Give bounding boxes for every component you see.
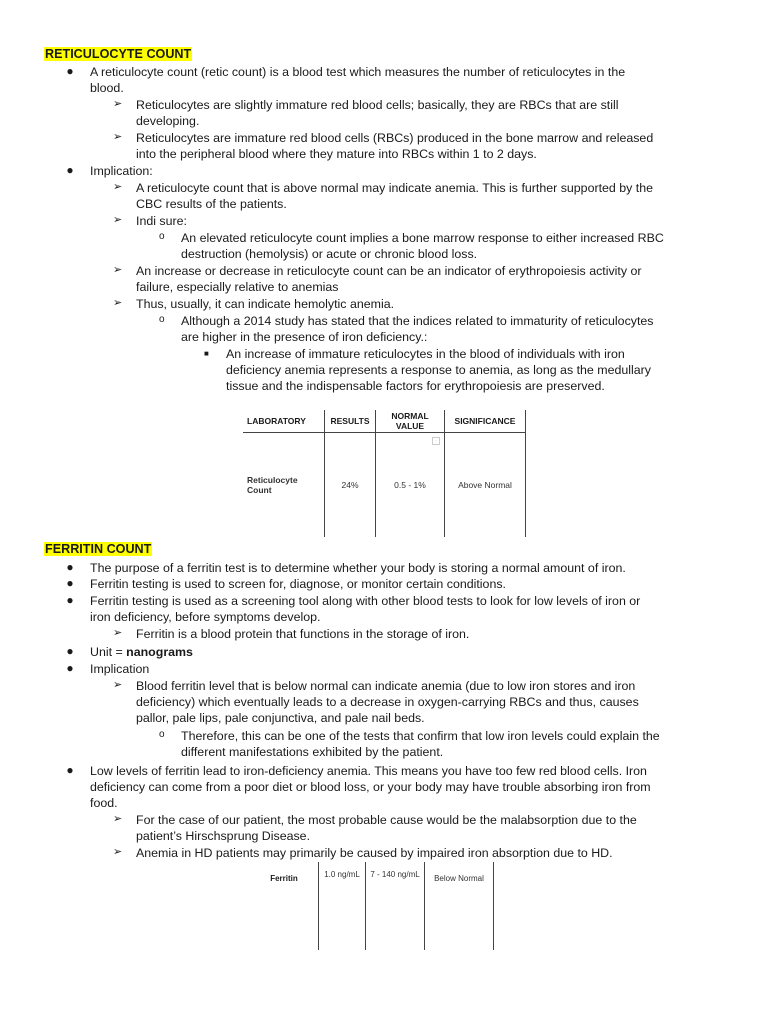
paragraph-line: deficiency can come from a poor diet or blood loss, or your body may have trouble absorbing iron from xyxy=(90,780,651,794)
column-header-normal-value: NORMAL VALUE xyxy=(376,410,445,433)
paragraph-line: Implication: xyxy=(90,164,153,178)
column-header-significance: SIGNIFICANCE xyxy=(445,410,526,433)
paragraph-line: Ferritin testing is used as a screening tool along with other blood tests to look for low levels of iron or xyxy=(90,594,641,608)
circle-bullet: o xyxy=(159,729,165,740)
reticulocyte-lab-table xyxy=(243,410,526,537)
table-resize-handle-icon: · xyxy=(432,437,440,445)
paragraph-line: A reticulocyte count that is above normal may indicate anemia. This is further supported by the xyxy=(136,181,654,195)
paragraph-line: Ferritin is a blood protein that functions in the storage of iron. xyxy=(136,627,470,641)
cell-significance: Below Normal xyxy=(425,862,494,950)
paragraph-line: An increase of immature reticulocytes in the blood of individuals with iron xyxy=(226,347,625,361)
paragraph-line: developing. xyxy=(136,114,200,128)
paragraph-line: deficiency anemia represents a response to anemia, as long as the medullary xyxy=(226,363,651,377)
paragraph-line: deficiency) which eventually leads to a decrease in oxygen-carrying RBCs and thus, causes xyxy=(136,695,639,709)
paragraph-line: Anemia in HD patients may primarily be caused by impaired iron absorption due to HD. xyxy=(136,846,613,860)
arrow-bullet: ➢ xyxy=(113,679,123,691)
paragraph-line: Implication xyxy=(90,662,150,676)
disc-bullet: ● xyxy=(66,560,74,574)
disc-bullet: ● xyxy=(66,763,74,777)
paragraph-line: Reticulocytes are immature red blood cells (RBCs) produced in the bone marrow and released xyxy=(136,131,654,145)
cell-result: 1.0 ng/mL xyxy=(319,862,366,950)
table-row xyxy=(243,433,526,538)
arrow-bullet: ➢ xyxy=(113,264,123,276)
paragraph-line: Reticulocytes are slightly immature red blood cells; basically, they are RBCs that are still xyxy=(136,98,619,112)
disc-bullet: ● xyxy=(66,163,74,177)
paragraph-line: Indi sure: xyxy=(136,214,187,228)
unit-value: nanograms xyxy=(126,645,193,659)
circle-bullet: o xyxy=(159,231,165,242)
paragraph-line: Thus, usually, it can indicate hemolytic anemia. xyxy=(136,297,395,311)
disc-bullet: ● xyxy=(66,64,74,78)
arrow-bullet: ➢ xyxy=(113,131,123,143)
paragraph-line: Ferritin testing is used to screen for, diagnose, or monitor certain conditions. xyxy=(90,577,506,591)
circle-bullet: o xyxy=(159,314,165,325)
arrow-bullet: ➢ xyxy=(113,181,123,193)
cell-normal-value: 0.5 - 1% xyxy=(376,433,445,538)
paragraph-line: iron deficiency, before symptoms develop. xyxy=(90,610,321,624)
column-header-results: RESULTS xyxy=(325,410,376,433)
arrow-bullet: ➢ xyxy=(113,214,123,226)
paragraph-line: into the peripheral blood where they mature into RBCs within 1 to 2 days. xyxy=(136,147,537,161)
paragraph-line: A reticulocyte count (retic count) is a blood test which measures the number of reticulocytes in the xyxy=(90,65,626,79)
paragraph-line: CBC results of the patients. xyxy=(136,197,287,211)
table-header-row xyxy=(243,410,526,433)
unit-label: Unit = xyxy=(90,645,127,659)
paragraph-line: The purpose of a ferritin test is to determine whether your body is storing a normal amount of iron. xyxy=(90,561,626,575)
paragraph-line: For the case of our patient, the most probable cause would be the malabsorption due to the xyxy=(136,813,637,827)
arrow-bullet: ➢ xyxy=(113,297,123,309)
paragraph-line: tissue and the indispensable factors for erythropoiesis are preserved. xyxy=(226,379,605,393)
arrow-bullet: ➢ xyxy=(113,813,123,825)
paragraph-line: Therefore, this can be one of the tests that confirm that low iron levels could explain the xyxy=(181,729,660,743)
section-heading-ferritin xyxy=(44,541,152,557)
paragraph-line: Blood ferritin level that is below normal can indicate anemia (due to low iron stores and iron xyxy=(136,679,636,693)
arrow-bullet: ➢ xyxy=(113,98,123,110)
paragraph-line: destruction (hemolysis) or acute or chronic blood loss. xyxy=(181,247,478,261)
disc-bullet: ● xyxy=(66,593,74,607)
section-heading-reticulocyte xyxy=(44,46,192,62)
paragraph-line: An increase or decrease in reticulocyte count can be an indicator of erythropoiesis activity or xyxy=(136,264,642,278)
unit-line xyxy=(90,644,193,660)
square-bullet: ■ xyxy=(204,349,209,358)
highlighted-heading: RETICULOCYTE COUNT xyxy=(45,47,192,61)
cell-normal-value: 7 - 140 ng/mL xyxy=(366,862,425,950)
highlighted-heading: FERRITIN COUNT xyxy=(45,542,152,556)
paragraph-line: patient’s Hirschsprung Disease. xyxy=(136,829,311,843)
disc-bullet: ● xyxy=(66,661,74,675)
ferritin-lab-table xyxy=(250,862,494,950)
paragraph-line: are higher in the presence of iron deficiency.: xyxy=(181,330,428,344)
cell-result: 24% xyxy=(325,433,376,538)
cell-significance: Above Normal xyxy=(445,433,526,538)
paragraph-line: blood. xyxy=(90,81,124,95)
column-header-laboratory: LABORATORY xyxy=(243,410,325,433)
disc-bullet: ● xyxy=(66,644,74,658)
arrow-bullet: ➢ xyxy=(113,846,123,858)
paragraph-line: pallor, pale lips, pale conjunctiva, and pale nail beds. xyxy=(136,711,425,725)
cell-laboratory: Ferritin xyxy=(270,874,298,883)
table-row xyxy=(250,862,494,950)
paragraph-line: Although a 2014 study has stated that the indices related to immaturity of reticulocytes xyxy=(181,314,654,328)
arrow-bullet: ➢ xyxy=(113,627,123,639)
paragraph-line: failure, especially relative to anemias xyxy=(136,280,339,294)
paragraph-line: Low levels of ferritin lead to iron-deficiency anemia. This means you have too few red blood cells. Iron xyxy=(90,764,647,778)
paragraph-line: different manifestations exhibited by the patient. xyxy=(181,745,444,759)
cell-laboratory: Reticulocyte Count xyxy=(247,475,298,495)
paragraph-line: food. xyxy=(90,796,118,810)
disc-bullet: ● xyxy=(66,576,74,590)
paragraph-line: An elevated reticulocyte count implies a bone marrow response to either increased RBC xyxy=(181,231,664,245)
